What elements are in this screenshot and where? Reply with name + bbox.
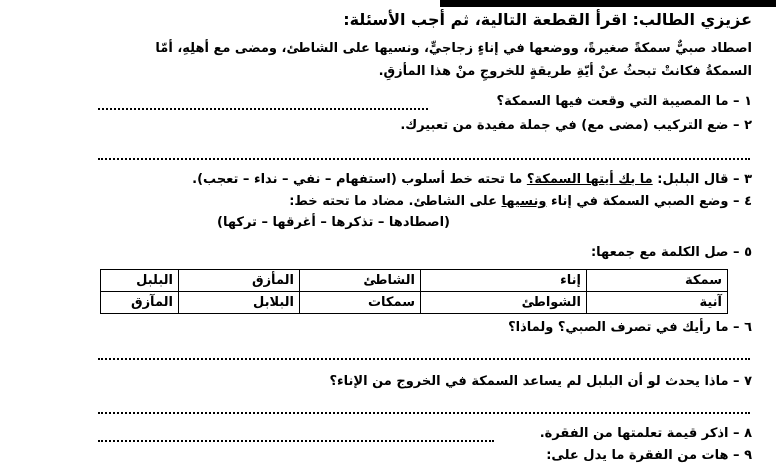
- answer-line-2: [98, 156, 750, 160]
- question-3-post: ما تحته خط أسلوب (استفهام – نفي – نداء – تعجب).: [192, 172, 523, 187]
- answer-line-6: [98, 356, 750, 360]
- heading: عزيزي الطالب: اقرأ القطعة التالية، ثم أجب الأسئلة:: [343, 10, 752, 29]
- top-border-bar: [440, 0, 776, 7]
- table-cell: المآزق: [101, 292, 179, 314]
- question-4-underlined: ونسيها: [501, 194, 547, 209]
- question-4: [28, 192, 752, 212]
- question-7: ٧ – ماذا يحدث لو أن البلبل لم يساعد السمكة في الخروج من الإناء؟: [329, 374, 752, 389]
- table-cell: آنية: [587, 292, 728, 314]
- question-3: [28, 170, 752, 190]
- question-8: ٨ – اذكر قيمة تعلمتها من الفقرة.: [539, 426, 752, 441]
- table-row: [101, 292, 728, 314]
- table-cell: الشواطئ: [421, 292, 587, 314]
- question-6: ٦ – ما رأيك في تصرف الصبي؟ ولماذا؟: [508, 320, 752, 335]
- question-3-underlined: ما بك أيتها السمكة؟: [526, 172, 653, 187]
- question-9: ٩ – هات من الفقرة ما يدل على:: [546, 448, 752, 463]
- table-cell: البلابل: [179, 292, 300, 314]
- question-3-pre: ٣ – قال البلبل:: [657, 172, 752, 187]
- table-cell: المأزق: [179, 270, 300, 292]
- question-4-options: (اصطادها – تذكرها – أغرقها – تركها): [217, 215, 450, 230]
- passage-line-2: السمكةُ فكانتْ تبحثُ عنْ أيّةِ طريقةٍ للخروجِ منْ هذا المأزقِ.: [378, 64, 752, 79]
- matching-table: [100, 269, 728, 314]
- table-cell: البلبل: [101, 270, 179, 292]
- question-5: ٥ – صل الكلمة مع جمعها:: [590, 245, 752, 260]
- answer-line-1: [98, 106, 428, 110]
- table-row: [101, 270, 728, 292]
- table-cell: سمكة: [587, 270, 728, 292]
- question-4-pre: ٤ – وضع الصبي السمكة في إناء: [551, 194, 752, 209]
- question-4-post: على الشاطئ. مضاد ما تحته خط:: [289, 194, 497, 209]
- passage-line-1: اصطاد صبيٌّ سمكةً صغيرةً، ووضعها في إناءٍ زجاجيٍّ، ونسيها على الشاطئ، ومضى مع أهلِهِ، أمّا: [155, 41, 752, 56]
- table-cell: الشاطئ: [300, 270, 421, 292]
- answer-line-8: [98, 438, 494, 442]
- question-1: ١ – ما المصيبة التي وقعت فيها السمكة؟: [496, 94, 752, 109]
- table-cell: سمكات: [300, 292, 421, 314]
- table-cell: إناء: [421, 270, 587, 292]
- question-2: ٢ – ضع التركيب (مضى مع) في جملة مفيدة من تعبيرك.: [400, 118, 752, 133]
- answer-line-7: [98, 410, 750, 414]
